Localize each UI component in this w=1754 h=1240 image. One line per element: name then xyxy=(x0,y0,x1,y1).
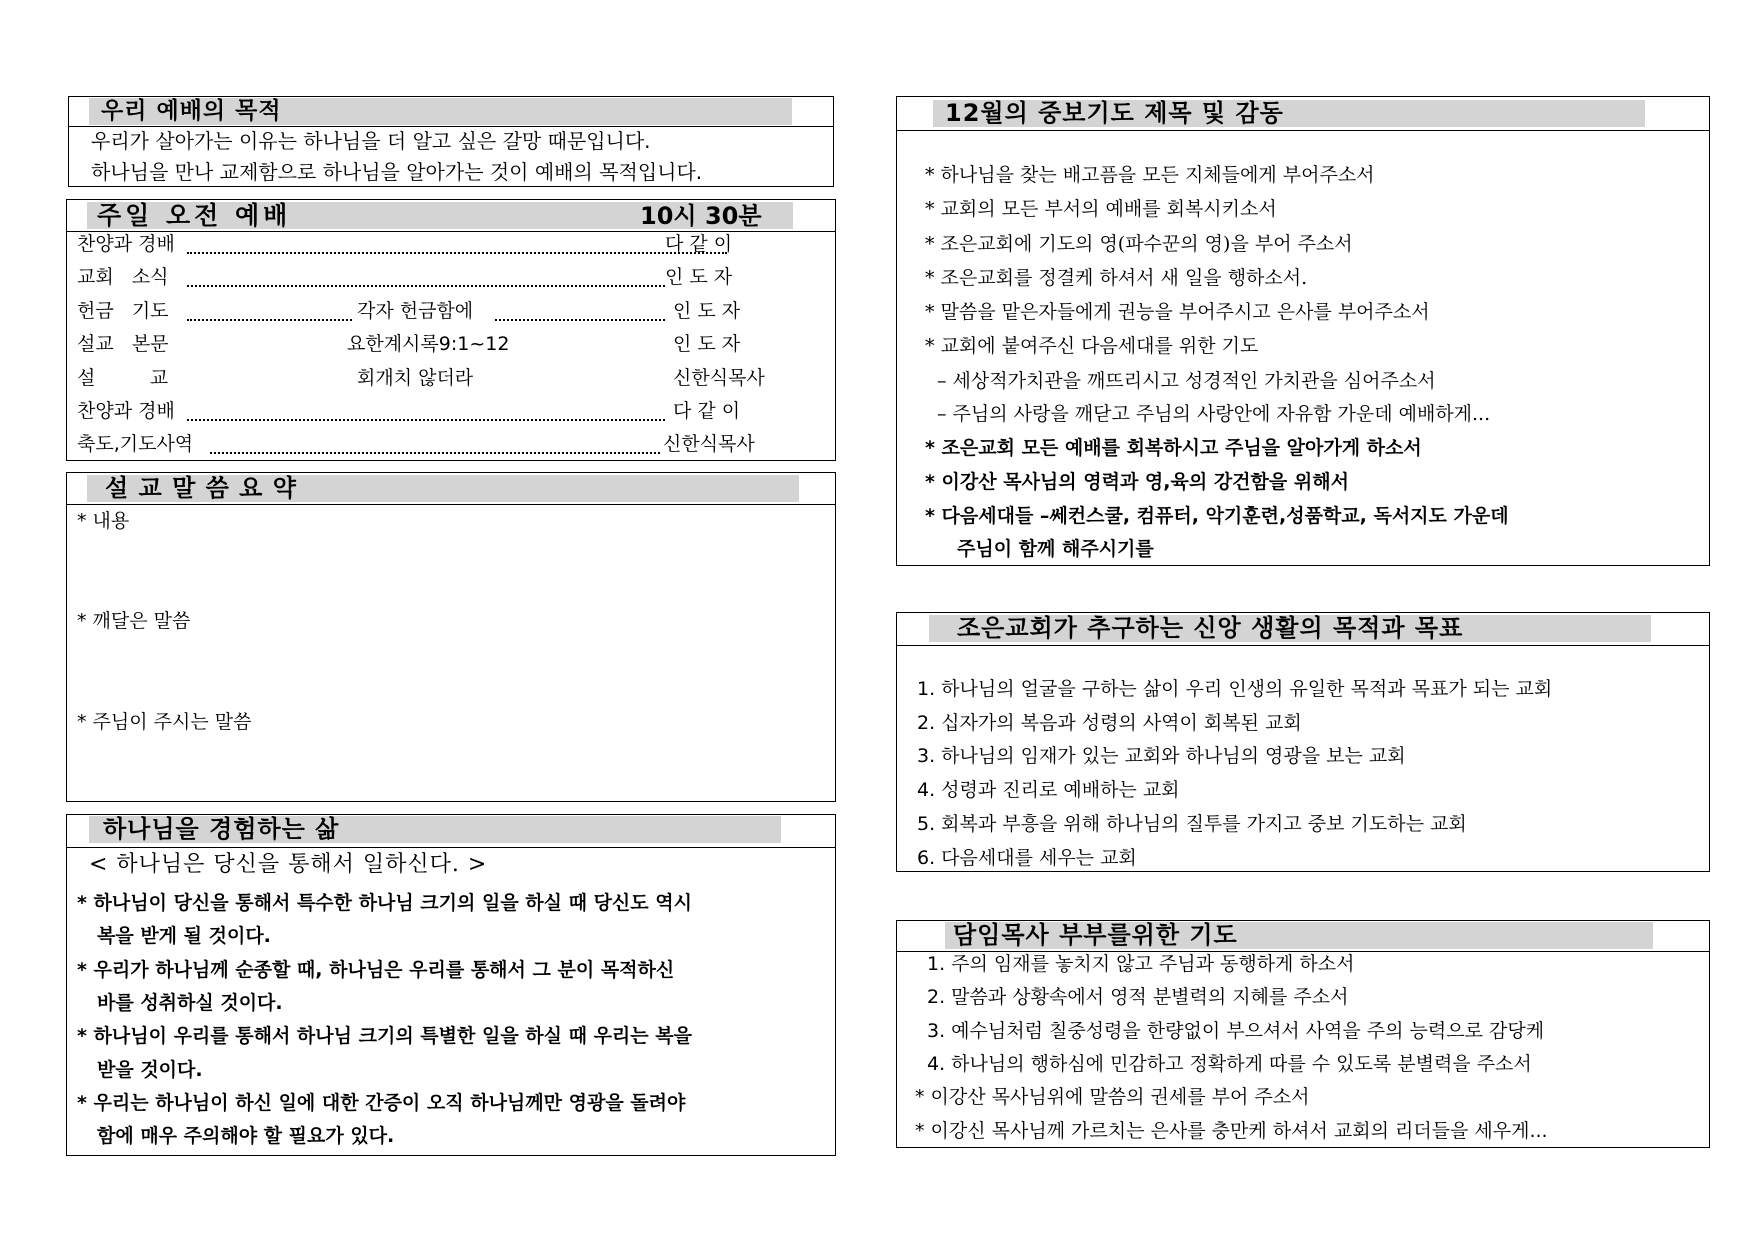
service-row-label: 축도,기도사역 xyxy=(77,433,194,455)
prayer-topic-line: * 교회에 붙여주신 다음세대를 위한 기도 xyxy=(925,335,1259,357)
prayer-topic-line: * 교회의 모든 부서의 예배를 회복시키소서 xyxy=(925,198,1277,220)
experience-subtitle: < 하나님은 당신을 통해서 일하신다. > xyxy=(89,852,488,877)
service-row-label: 찬양과 경배 xyxy=(77,400,175,422)
prayer-topics-title: 12월의 중보기도 제목 및 감동 xyxy=(933,100,1645,127)
service-row-leader: 신한식목사 xyxy=(663,433,755,455)
pastor-prayer-line: 3. 예수님처럼 칠중성령을 한량없이 부으셔서 사역을 주의 능력으로 감당케 xyxy=(927,1020,1545,1042)
service-row-leader: 신한식목사 xyxy=(673,367,765,389)
service-row-leader: 인 도 자 xyxy=(665,266,733,288)
service-row-label: 설 교 xyxy=(77,367,169,389)
service-row-leader: 인 도 자 xyxy=(673,333,741,355)
prayer-topic-line: 주님이 함께 해주시기를 xyxy=(957,538,1154,560)
experience-god-box xyxy=(66,814,836,1156)
goal-line: 5. 회복과 부흥을 위해 하나님의 질투를 가지고 중보 기도하는 교회 xyxy=(917,813,1467,835)
experience-line-3: * 우리가 하나님께 순종할 때, 하나님은 우리를 통해서 그 분이 목적하신 xyxy=(77,959,675,981)
experience-line-4: 바를 성취하실 것이다. xyxy=(97,992,283,1014)
prayer-topic-line: * 다음세대들 –쎄컨스쿨, 컴퓨터, 악기훈련,성품학교, 독서지도 가운데 xyxy=(925,505,1509,527)
pastor-prayer-line: * 이강산 목사님위에 말씀의 권세를 부어 주소서 xyxy=(915,1086,1310,1108)
goal-line: 6. 다음세대를 세우는 교회 xyxy=(917,847,1137,869)
prayer-topic-line: * 이강산 목사님의 영력과 영,육의 강건함을 위해서 xyxy=(925,471,1349,493)
service-row-leader: 다 같 이 xyxy=(673,400,741,422)
prayer-topics-box xyxy=(896,96,1710,566)
sunday-service-title: 주일 오전 예배 xyxy=(87,202,793,229)
pastor-prayer-line: * 이강신 목사님께 가르치는 은사를 충만케 하셔서 교회의 리더들을 세우게... xyxy=(915,1120,1548,1142)
prayer-topic-line: – 세상적가치관을 깨뜨리시고 성경적인 가치관을 심어주소서 xyxy=(937,370,1436,392)
experience-line-1: * 하나님이 당신을 통해서 특수한 하나님 크기의 일을 하실 때 당신도 역시 xyxy=(77,892,692,914)
experience-line-6: 받을 것이다. xyxy=(97,1059,203,1081)
service-row-middle: 회개치 않더라 xyxy=(357,367,474,389)
church-goals-title: 조은교회가 추구하는 신앙 생활의 목적과 목표 xyxy=(929,615,1651,642)
service-row-label: 찬양과 경배 xyxy=(77,233,175,255)
prayer-topic-line: * 조은교회 모든 예배를 회복하시고 주님을 알아가게 하소서 xyxy=(925,437,1422,459)
worship-purpose-title: 우리 예배의 목적 xyxy=(89,98,792,125)
prayer-topic-line: * 말씀을 맡은자들에게 권능을 부어주시고 은사를 부어주소서 xyxy=(925,301,1430,323)
goal-line: 3. 하나님의 임재가 있는 교회와 하나님의 영광을 보는 교회 xyxy=(917,745,1406,767)
purpose-line-1: 우리가 살아가는 이유는 하나님을 더 알고 싶은 갈망 때문입니다. xyxy=(91,129,651,153)
sermon-content-label: * 내용 xyxy=(77,510,130,532)
pastor-prayer-line: 4. 하나님의 행하심에 민감하고 정확하게 따를 수 있도록 분별력을 주소서 xyxy=(927,1053,1532,1075)
pastor-prayer-title: 담임목사 부부를위한 기도 xyxy=(945,922,1653,949)
service-row-middle: 요한계시록9:1~12 xyxy=(347,333,510,355)
prayer-topic-line: – 주님의 사랑을 깨닫고 주님의 사랑안에 자유함 가운데 예배하게... xyxy=(937,403,1491,425)
service-row-leader: 인 도 자 xyxy=(673,300,741,322)
pastor-prayer-line: 1. 주의 임재를 놓치지 않고 주님과 동행하게 하소서 xyxy=(927,953,1355,975)
service-row-label: 교회 소식 xyxy=(77,266,169,288)
sermon-lord-word-label: * 주님이 주시는 말씀 xyxy=(77,711,252,733)
sunday-service-box xyxy=(66,199,836,461)
worship-purpose-box xyxy=(68,96,834,187)
experience-god-title: 하나님을 경험하는 삶 xyxy=(89,816,781,843)
service-time: 10시 30분 xyxy=(640,202,762,230)
service-row-middle: 각자 헌금함에 xyxy=(357,300,474,322)
goal-line: 2. 십자가의 복음과 성령의 사역이 회복된 교회 xyxy=(917,712,1302,734)
pastor-prayer-box xyxy=(896,920,1710,1148)
experience-line-5: * 하나님이 우리를 통해서 하나님 크기의 특별한 일을 하실 때 우리는 복을 xyxy=(77,1025,692,1047)
service-row-leader: 다 같 이 xyxy=(665,233,733,255)
goal-line: 1. 하나님의 얼굴을 구하는 삶이 우리 인생의 유일한 목적과 목표가 되는 교회 xyxy=(917,678,1553,700)
sermon-realized-word-label: * 깨달은 말씀 xyxy=(77,610,191,632)
experience-line-8: 함에 매우 주의해야 할 필요가 있다. xyxy=(97,1125,395,1147)
sermon-summary-box xyxy=(66,472,836,802)
purpose-line-2: 하나님을 만나 교제함으로 하나님을 알아가는 것이 예배의 목적입니다. xyxy=(91,160,703,184)
experience-line-2: 복을 받게 될 것이다. xyxy=(97,925,271,947)
goal-line: 4. 성령과 진리로 예배하는 교회 xyxy=(917,779,1180,801)
pastor-prayer-line: 2. 말씀과 상황속에서 영적 분별력의 지혜를 주소서 xyxy=(927,986,1349,1008)
prayer-topic-line: * 하나님을 찾는 배고픔을 모든 지체들에게 부어주소서 xyxy=(925,164,1375,186)
church-goals-box xyxy=(896,612,1710,872)
prayer-topic-line: * 조은교회에 기도의 영(파수꾼의 영)을 부어 주소서 xyxy=(925,233,1353,255)
service-row-label: 헌금 기도 xyxy=(77,300,169,322)
prayer-topic-line: * 조은교회를 정결케 하셔서 새 일을 행하소서. xyxy=(925,267,1308,289)
experience-line-7: * 우리는 하나님이 하신 일에 대한 간증이 오직 하나님께만 영광을 돌려야 xyxy=(77,1092,686,1114)
service-row-label: 설교 본문 xyxy=(77,333,169,355)
sermon-summary-title: 설 교 말 씀 요 약 xyxy=(87,475,799,502)
